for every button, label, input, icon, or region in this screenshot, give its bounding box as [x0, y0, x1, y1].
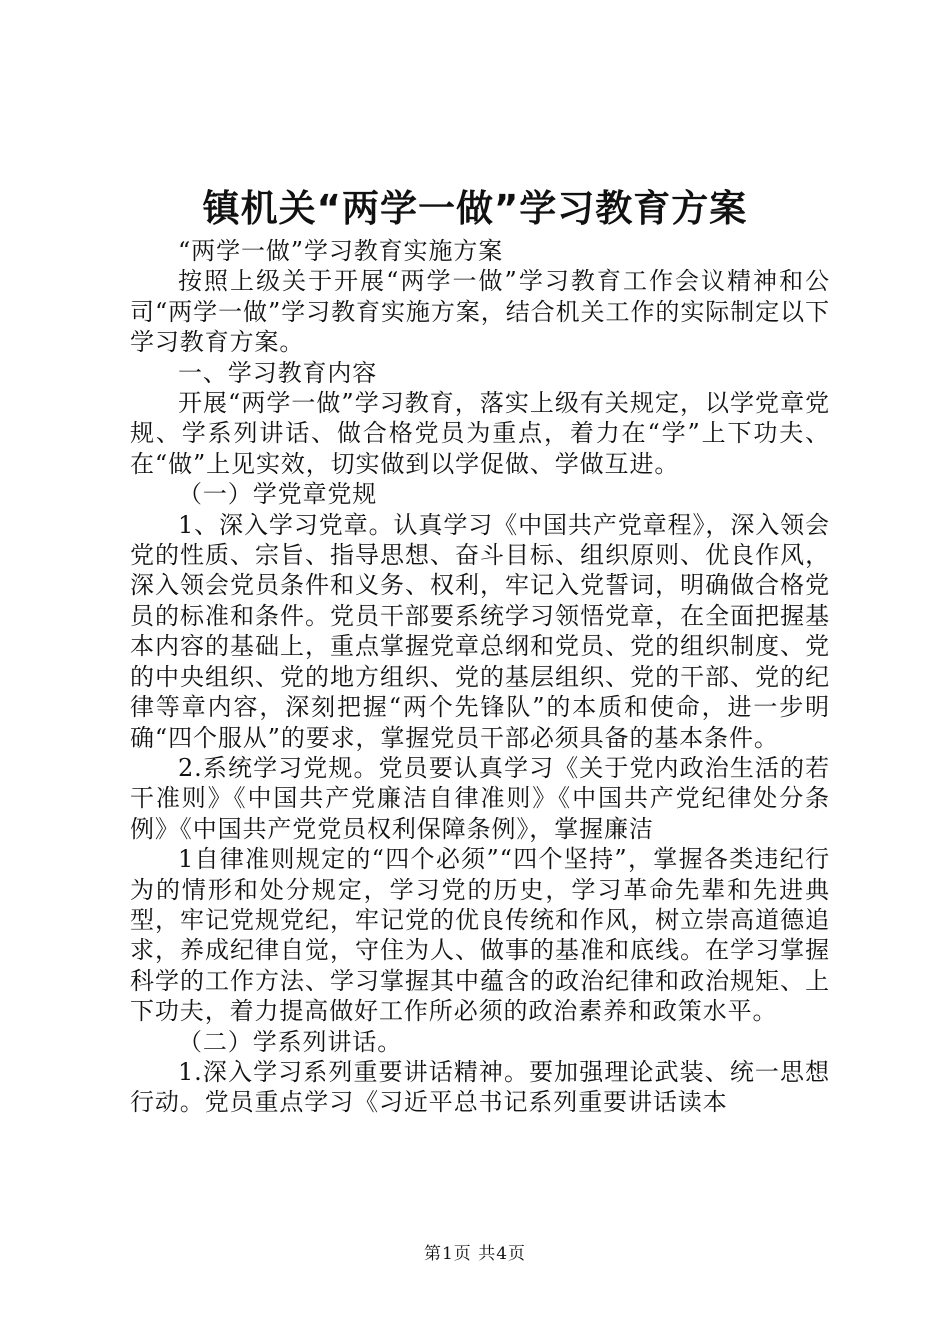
body-paragraph: 1.深入学习系列重要讲话精神。要加强理论武装、统一思想行动。党员重点学习《习近平总书记系列重要讲话读本 [130, 1057, 830, 1117]
document-body [130, 236, 830, 1118]
subtitle-paragraph: “两学一做”学习教育实施方案 [178, 237, 504, 265]
body-paragraph: 2.系统学习党规。党员要认真学习《关于党内政治生活的若干准则》《中国共产党廉洁自律准则》《中国共产党纪律处分条例》《中国共产党党员权利保障条例》，掌握廉洁 [130, 753, 830, 843]
intro-paragraph: 按照上级关于开展“两学一做”学习教育工作会议精神和公司“两学一做”学习教育实施方案，结合机关工作的实际制定以下学习教育方案。 [130, 267, 830, 357]
body-paragraph: 1自律准则规定的“四个必须”“四个坚持”，掌握各类违纪行为的情形和处分规定，学习党的历史，学习革命先辈和先进典型，牢记党规党纪，牢记党的优良传统和作风，树立崇高道德追求，养成纪律自觉，守住为人、做事的基准和底线。在学习掌握科学的工作方法、学习掌握其中蕴含的政治纪律和政治规矩、上下功夫，着力提高做好工作所必须的政治素养和政策水平。 [130, 845, 830, 1026]
page-footer: 第1页 共4页 [423, 1244, 527, 1264]
subsection-heading: （二）学系列讲话。 [178, 1027, 403, 1056]
body-paragraph: 开展“两学一做”学习教育，落实上级有关规定，以学党章党规、学系列讲话、做合格党员为重点，着力在“学”上下功夫、在“做”上见实效，切实做到以学促做、学做互进。 [130, 389, 830, 478]
section-heading: 一、学习教育内容 [178, 358, 378, 387]
document-title: 镇机关“两学一做”学习教育方案 [202, 187, 748, 230]
body-paragraph: 1、深入学习党章。认真学习《中国共产党章程》，深入领会党的性质、宗旨、指导思想、奋斗目标、组织原则、优良作风，深入领会党员条件和义务、权利，牢记入党誓词，明确做合格党员的标准和条件。党员干部要系统学习领悟党章，在全面把握基本内容的基础上，重点掌握党章总纲和党员、党的组织制度、党的中央组织、党的地方组织、党的基层组织、党的干部、党的纪律等章内容，深刻把握“两个先锋队”的本质和使命，进一步明确“四个服从”的要求，掌握党员干部必须具备的基本条件。 [130, 510, 830, 752]
subsection-heading: （一）学党章党规 [178, 480, 378, 509]
